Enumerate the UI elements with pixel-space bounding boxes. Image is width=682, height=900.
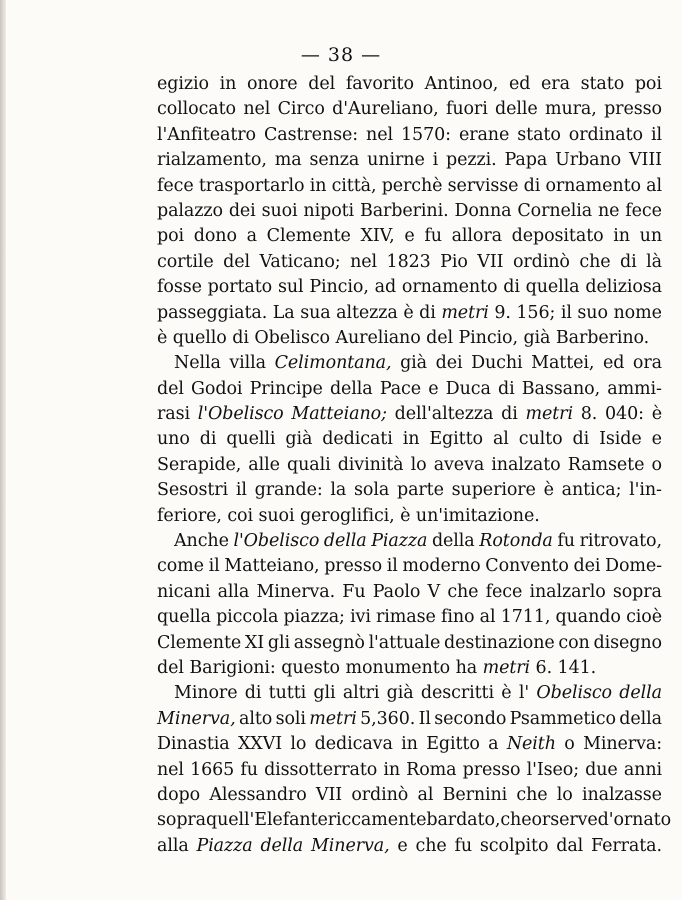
- text-line: feriore, coi suoi geroglifici, è un'imitazione.: [157, 505, 540, 526]
- text-line: sopra quell'Elefante riccamente bardato, che or serve d'ornato: [157, 810, 672, 831]
- body-text: [157, 72, 672, 859]
- text-line: Dinastia XXVI lo dedicava in Egitto a Neith o Minerva:: [157, 734, 662, 755]
- page-number: — 38 —: [300, 44, 382, 66]
- text-line: uno di quelli già dedicati in Egitto al culto di Iside e: [157, 429, 662, 450]
- text-line: nel 1665 fu dissotterrato in Roma presso l'Iseo; due anni: [157, 759, 662, 780]
- text-line: del Barigioni: questo monumento ha metri 6. 141.: [157, 657, 597, 678]
- text-line: dopo Alessandro VII ordinò al Bernini che lo inalzasse: [157, 784, 662, 805]
- text-line: nicani alla Minerva. Fu Paolo V che fece inalzarlo sopra: [157, 581, 662, 602]
- text-line: è quello di Obelisco Aureliano del Pincio, già Barberino.: [157, 327, 650, 348]
- text-line: l'Anfiteatro Castrense: nel 1570: erane stato ordinato il: [157, 124, 662, 145]
- text-line: fece trasportarlo in città, perchè servisse di ornamento al: [157, 175, 662, 196]
- text-line: collocato nel Circo d'Aureliano, fuori delle mura, presso: [157, 99, 662, 120]
- text-line: poi dono a Clemente XIV, e fu allora depositato in un: [157, 226, 662, 247]
- text-line: come il Matteiano, presso il moderno Convento dei Dome-: [157, 556, 662, 577]
- text-line: rasi l'Obelisco Matteiano; dell'altezza di metri 8. 040: è: [157, 404, 662, 425]
- text-line: egizio in onore del favorito Antinoo, ed era stato poi: [157, 74, 662, 94]
- page-edge: [0, 0, 6, 900]
- text-line: Minerva, alto soli metri 5,360. Il secondo Psammetico della: [157, 708, 662, 729]
- text-line: rialzamento, ma senza unirne i pezzi. Papa Urbano VIII: [157, 150, 662, 171]
- text-line: Anche l'Obelisco della Piazza della Rotonda fu ritrovato,: [174, 531, 662, 552]
- text-line: alla Piazza della Minerva, e che fu scolpito dal Ferrata.: [157, 835, 662, 856]
- text-line: Nella villa Celimontana, già dei Duchi Mattei, ed ora: [174, 353, 662, 374]
- text-line: palazzo dei suoi nipoti Barberini. Donna Cornelia ne fece: [157, 200, 662, 221]
- text-line: quella piccola piazza; ivi rimase fino al 1711, quando cioè: [157, 607, 662, 628]
- text-line: cortile del Vaticano; nel 1823 Pio VII ordinò che di là: [157, 251, 662, 272]
- text-line: Clemente XI gli assegnò l'attuale destinazione con disegno: [157, 632, 662, 653]
- text-line: fosse portato sul Pincio, ad ornamento di quella deliziosa: [157, 277, 662, 298]
- text-line: Minore di tutti gli altri già descritti è l' Obelisco della: [174, 683, 662, 704]
- text-line: del Godoi Principe della Pace e Duca di Bassano, ammi-: [157, 378, 662, 399]
- text-line: passeggiata. La sua altezza è di metri 9. 156; il suo nome: [157, 302, 662, 323]
- text-line: Sesostri il grande: la sola parte superiore è antica; l'in-: [157, 480, 662, 501]
- text-line: Serapide, alle quali divinità lo aveva inalzato Ramsete o: [157, 454, 662, 475]
